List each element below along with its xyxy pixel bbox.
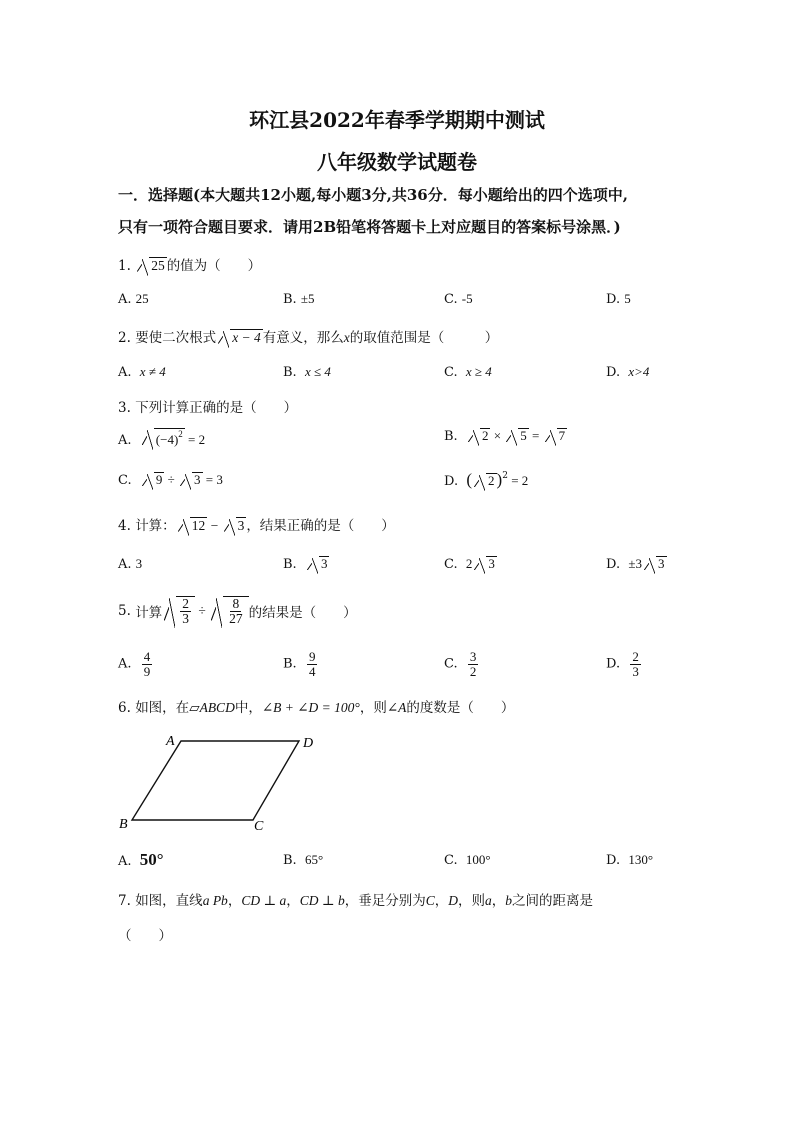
question-7-answer-paren: （ ） bbox=[118, 928, 172, 944]
sqrt-expression: 25 bbox=[137, 257, 167, 274]
sqrt-expression: x − 4 bbox=[218, 329, 263, 346]
exam-title: 环江县2022年春季学期期中测试 bbox=[249, 108, 545, 132]
q6-option-c[interactable]: C. 100° bbox=[444, 852, 491, 868]
q5-option-a[interactable]: A. $\frac{4}{9}$ bbox=[118, 649, 151, 679]
q4-option-a[interactable]: A. 3 bbox=[118, 556, 143, 572]
q1-option-d[interactable]: D. 5 bbox=[606, 291, 631, 307]
exam-subtitle: 八年级数学试题卷 bbox=[317, 150, 477, 174]
q1-option-a[interactable]: A. 25 bbox=[118, 291, 149, 307]
q6-option-b[interactable]: B. 65° bbox=[283, 852, 324, 868]
q3-option-c[interactable]: C. 9 ÷ 3 = 3 bbox=[118, 472, 223, 488]
parallelogram-shape bbox=[132, 741, 299, 820]
question-2: 2. 要使二次根式 x − 4 有意义，那么x的取值范围是（ ） bbox=[118, 330, 499, 346]
q1-option-c[interactable]: C. -5 bbox=[444, 291, 473, 307]
vertex-label-c: C bbox=[254, 819, 264, 834]
vertex-label-b: B bbox=[119, 817, 128, 832]
q2-option-d[interactable]: D. x>4 bbox=[606, 364, 650, 380]
q2-option-b[interactable]: B. x ≤ 4 bbox=[283, 364, 331, 380]
question-4: 4. 计算： 12 − 3 ，结果正确的是（ ） bbox=[118, 518, 395, 534]
section-instructions-line1: 一．选择题(本大题共12小题,每小题3分,共36分．每小题给出的四个选项中, bbox=[118, 186, 628, 204]
vertex-label-a: A bbox=[166, 734, 175, 749]
question-3: 3. 下列计算正确的是（ ） bbox=[118, 400, 298, 416]
q6-option-a[interactable]: A. 50° bbox=[118, 850, 164, 869]
question-stem: 的值为（ ） bbox=[166, 258, 262, 274]
question-1 bbox=[118, 254, 261, 274]
parallelogram-figure bbox=[114, 730, 324, 836]
q1-option-b[interactable]: B. ±5 bbox=[283, 291, 315, 307]
q5-option-b[interactable]: B. $\frac{9}{4}$ bbox=[283, 649, 316, 679]
q4-option-b[interactable]: B. 3 bbox=[283, 556, 328, 572]
question-6: 6. 如图，在▱ABCD中，∠B + ∠D = 100°，则∠A的度数是（ ） bbox=[118, 700, 515, 716]
q4-option-c[interactable]: C. 2 3 bbox=[444, 556, 495, 572]
question-5: 5. 计算 $\frac{2}{3}$ ÷ $\frac{8}{27}$ 的结果是（ ） bbox=[118, 596, 357, 627]
q6-option-d[interactable]: D. 130° bbox=[606, 852, 654, 868]
section-instructions-line2: 只有一项符合题目要求．请用2B铅笔将答题卡上对应题目的答案标号涂黑．) bbox=[118, 218, 621, 236]
q5-option-d[interactable]: D. $\frac{2}{3}$ bbox=[606, 649, 639, 679]
vertex-label-d: D bbox=[303, 736, 314, 751]
q5-option-c[interactable]: C. $\frac{3}{2}$ bbox=[444, 649, 477, 679]
q3-option-b[interactable]: B. 2 × 5 = 7 bbox=[444, 428, 566, 444]
question-number: 1. bbox=[118, 258, 131, 274]
q2-option-a[interactable]: A. x ≠ 4 bbox=[118, 364, 166, 380]
q4-option-d[interactable]: D. ±3 3 bbox=[606, 556, 665, 572]
q2-option-c[interactable]: C. x ≥ 4 bbox=[444, 364, 492, 380]
q3-option-d[interactable]: D. ( 2 )$^2$ = 2 bbox=[444, 470, 529, 489]
q3-option-a[interactable]: A. $(-4)^2 = 2$ bbox=[118, 429, 206, 448]
question-7: 7. 如图，直线a Pb，CD ⊥ a，CD ⊥ b，垂足分别为C，D，则a，b之间的距离是 bbox=[118, 893, 593, 909]
